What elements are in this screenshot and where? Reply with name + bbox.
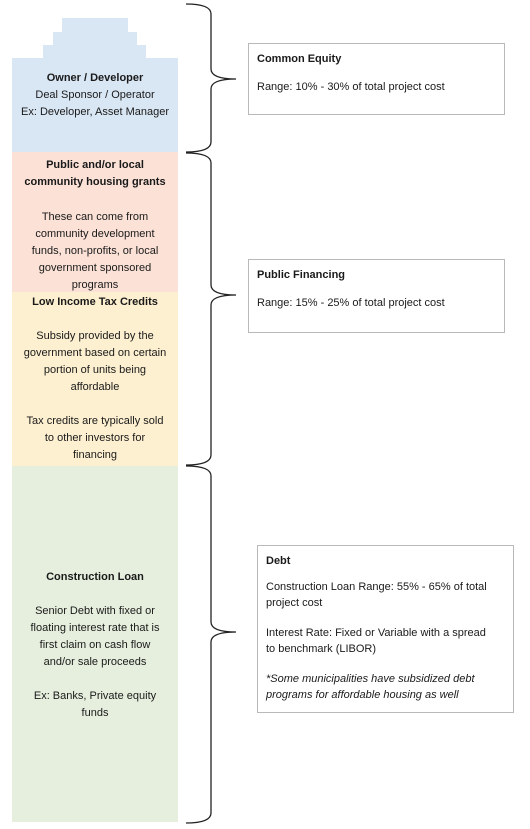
public-financing-range: Range: 15% - 25% of total project cost bbox=[257, 297, 445, 309]
owner-developer-title: Owner / Developer bbox=[46, 72, 144, 84]
grants-line-3: funds, non-profits, or local bbox=[31, 245, 159, 257]
grants-line-4: government sponsored bbox=[38, 262, 152, 274]
grants-title-line-2: community housing grants bbox=[24, 176, 166, 188]
debt-note-line-1: *Some municipalities have subsidized debt bbox=[266, 673, 475, 685]
tax-credits-line-3: portion of units being bbox=[43, 364, 147, 376]
debt-box bbox=[257, 545, 514, 713]
debt-rate-line-1: Interest Rate: Fixed or Variable with a spread bbox=[266, 627, 486, 639]
owner-line-1: Deal Sponsor / Operator bbox=[35, 89, 155, 101]
debt-brace bbox=[186, 466, 236, 823]
debt-note-line-2: programs for affordable housing as well bbox=[266, 689, 459, 701]
tax-credits-line-5: Tax credits are typically sold bbox=[26, 415, 164, 427]
loan-line-2: floating interest rate that is bbox=[30, 622, 160, 634]
public-financing-title: Public Financing bbox=[257, 269, 346, 281]
loan-line-1: Senior Debt with fixed or bbox=[35, 605, 155, 617]
common-equity-range: Range: 10% - 30% of total project cost bbox=[257, 81, 445, 93]
debt-title: Debt bbox=[266, 555, 291, 567]
public-financing-box bbox=[248, 259, 505, 333]
debt-range-line-1: Construction Loan Range: 55% - 65% of total bbox=[266, 581, 487, 593]
loan-line-4: and/or sale proceeds bbox=[43, 656, 147, 668]
grants-line-2: community development bbox=[35, 228, 155, 240]
tax-credits-title: Low Income Tax Credits bbox=[32, 296, 158, 308]
debt-range-line-2: project cost bbox=[266, 597, 323, 609]
tax-credits-line-6: to other investors for bbox=[44, 432, 146, 444]
grants-title-line-1: Public and/or local bbox=[46, 159, 144, 171]
tax-credits-line-2: government based on certain bbox=[23, 347, 167, 359]
loan-line-6: funds bbox=[81, 707, 109, 719]
public-financing-brace bbox=[186, 153, 236, 465]
common-equity-box bbox=[248, 43, 505, 115]
owner-line-2: Ex: Developer, Asset Manager bbox=[21, 106, 169, 118]
tax-credits-line-1: Subsidy provided by the bbox=[36, 330, 154, 342]
equity-brace bbox=[186, 4, 236, 152]
grants-line-1: These can come from bbox=[41, 211, 149, 223]
debt-rate-line-2: to benchmark (LIBOR) bbox=[266, 643, 377, 655]
common-equity-title: Common Equity bbox=[257, 53, 342, 65]
loan-line-3: first claim on cash flow bbox=[39, 639, 151, 651]
tax-credits-line-4: affordable bbox=[70, 381, 120, 393]
grants-line-5: programs bbox=[71, 279, 119, 291]
construction-loan-title: Construction Loan bbox=[46, 571, 144, 583]
tax-credits-line-7: financing bbox=[72, 449, 118, 461]
loan-line-5: Ex: Banks, Private equity bbox=[33, 690, 157, 702]
